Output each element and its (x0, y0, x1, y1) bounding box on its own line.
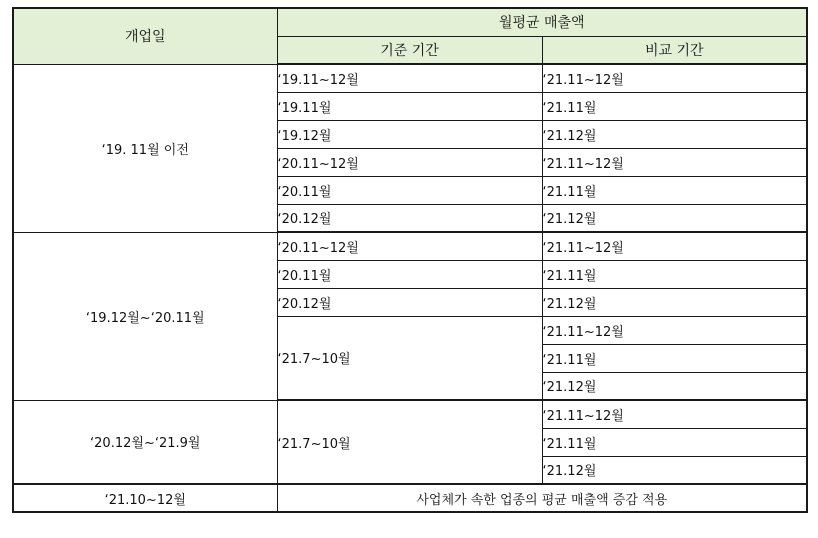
open-date-cell: ‘20.12월~‘21.9월 (13, 400, 277, 484)
base-period-cell: ‘20.11월 (277, 260, 542, 288)
compare-period-cell: ‘21.12월 (542, 120, 807, 148)
open-date-cell: ‘21.10~12월 (13, 484, 277, 512)
compare-period-cell: ‘21.11월 (542, 260, 807, 288)
compare-period-cell: ‘21.11월 (542, 92, 807, 120)
open-date-cell: ‘19. 11월 이전 (13, 64, 277, 232)
base-period-cell: ‘20.12월 (277, 204, 542, 232)
base-period-cell: ‘19.11월 (277, 92, 542, 120)
table-row (13, 484, 807, 512)
compare-period-cell: ‘21.12월 (542, 372, 807, 400)
compare-period-cell: ‘21.11월 (542, 176, 807, 204)
base-period-cell: ‘20.12월 (277, 288, 542, 316)
compare-period-cell: ‘21.11~12월 (542, 232, 807, 260)
compare-period-cell: ‘21.11~12월 (542, 148, 807, 176)
header-base-period: 기준 기간 (277, 36, 542, 64)
compare-period-cell: ‘21.11월 (542, 344, 807, 372)
compare-period-cell: ‘21.11월 (542, 428, 807, 456)
header-avg-sales: 월평균 매출액 (277, 8, 807, 36)
base-period-cell: ‘20.11~12월 (277, 232, 542, 260)
sales-period-table (12, 7, 808, 513)
open-date-cell: ‘19.12월~‘20.11월 (13, 232, 277, 400)
compare-period-cell: ‘21.12월 (542, 288, 807, 316)
base-period-cell: ‘20.11월 (277, 176, 542, 204)
compare-period-cell: ‘21.11~12월 (542, 400, 807, 428)
base-period-cell: ‘19.12월 (277, 120, 542, 148)
compare-period-cell: ‘21.12월 (542, 456, 807, 484)
table-row (13, 64, 807, 92)
base-period-cell: ‘21.7~10월 (277, 316, 542, 400)
note-cell: 사업체가 속한 업종의 평균 매출액 증감 적용 (277, 484, 807, 512)
compare-period-cell: ‘21.11~12월 (542, 64, 807, 92)
header-open-date: 개업일 (13, 8, 277, 64)
compare-period-cell: ‘21.11~12월 (542, 316, 807, 344)
base-period-cell: ‘19.11~12월 (277, 64, 542, 92)
table-row (13, 232, 807, 260)
compare-period-cell: ‘21.12월 (542, 204, 807, 232)
base-period-cell: ‘21.7~10월 (277, 400, 542, 484)
table-row (13, 400, 807, 428)
base-period-cell: ‘20.11~12월 (277, 148, 542, 176)
header-compare-period: 비교 기간 (542, 36, 807, 64)
